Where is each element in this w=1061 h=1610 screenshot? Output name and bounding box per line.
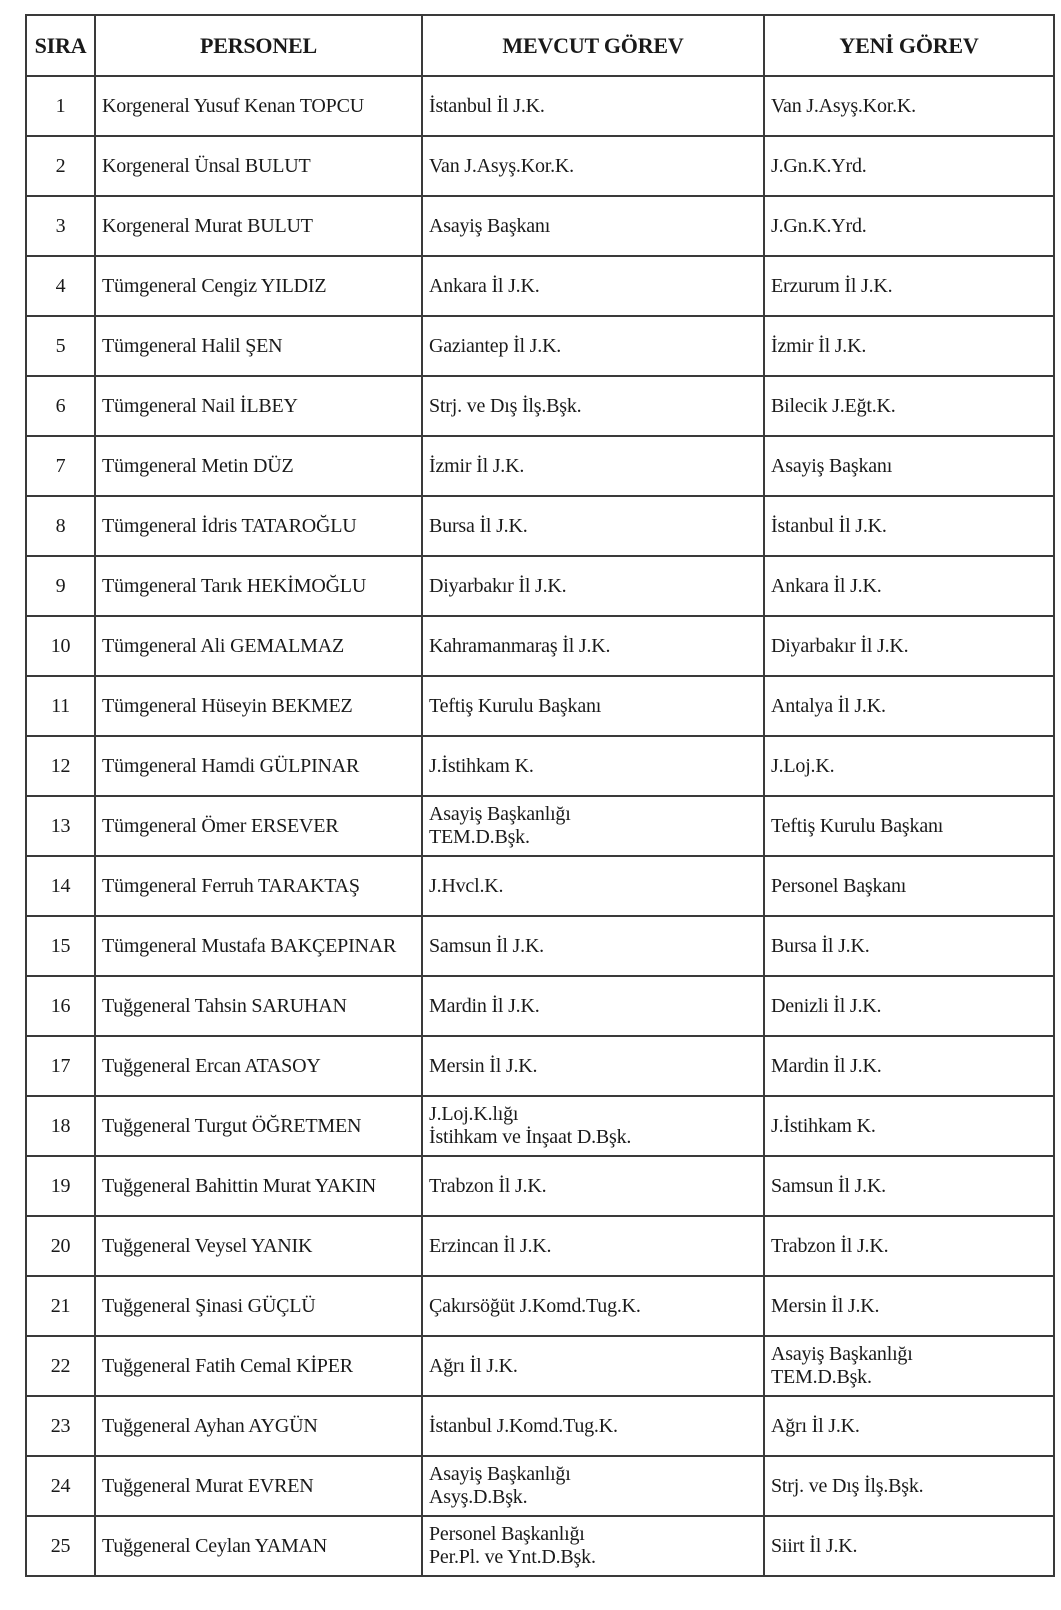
- cell-yeni-gorev: [764, 616, 1054, 676]
- cell-yeni-gorev: [764, 556, 1054, 616]
- yeni-gorev-line: Asayiş Başkanlığı: [771, 1343, 913, 1365]
- mevcut-gorev-line: J.İstihkam K.: [429, 754, 534, 777]
- column-header-personel: PERSONEL: [95, 15, 422, 76]
- cell-sira: 20: [26, 1216, 95, 1276]
- cell-personel: Tümgeneral Ferruh TARAKTAŞ: [95, 856, 422, 916]
- cell-mevcut-gorev: [422, 496, 764, 556]
- mevcut-gorev-line: TEM.D.Bşk.: [429, 826, 530, 848]
- cell-mevcut-gorev: [422, 916, 764, 976]
- table-row: [26, 736, 1054, 796]
- mevcut-gorev-line: Asyş.D.Bşk.: [429, 1486, 528, 1508]
- cell-yeni-gorev: [764, 376, 1054, 436]
- mevcut-gorev-line: Personel Başkanlığı: [429, 1523, 585, 1545]
- table-row: [26, 76, 1054, 136]
- cell-sira: 7: [26, 436, 95, 496]
- cell-mevcut-gorev: [422, 196, 764, 256]
- cell-personel: Tuğgeneral Ceylan YAMAN: [95, 1516, 422, 1576]
- cell-sira: 8: [26, 496, 95, 556]
- table-row: [26, 436, 1054, 496]
- table-row: [26, 1156, 1054, 1216]
- cell-yeni-gorev: [764, 1456, 1054, 1516]
- cell-mevcut-gorev: [422, 1216, 764, 1276]
- yeni-gorev-line: Samsun İl J.K.: [771, 1174, 886, 1197]
- cell-personel: Korgeneral Ünsal BULUT: [95, 136, 422, 196]
- cell-mevcut-gorev: [422, 136, 764, 196]
- cell-mevcut-gorev: [422, 1156, 764, 1216]
- table-row: [26, 1036, 1054, 1096]
- cell-yeni-gorev: [764, 256, 1054, 316]
- cell-personel: Korgeneral Murat BULUT: [95, 196, 422, 256]
- cell-personel: Tümgeneral Metin DÜZ: [95, 436, 422, 496]
- cell-mevcut-gorev: [422, 676, 764, 736]
- mevcut-gorev-line: Bursa İl J.K.: [429, 514, 528, 537]
- table-row: [26, 136, 1054, 196]
- yeni-gorev-line: Diyarbakır İl J.K.: [771, 634, 909, 657]
- cell-mevcut-gorev: [422, 1336, 764, 1396]
- cell-sira: 2: [26, 136, 95, 196]
- yeni-gorev-line: Ağrı İl J.K.: [771, 1414, 860, 1437]
- mevcut-gorev-line: İzmir İl J.K.: [429, 454, 525, 477]
- cell-personel: Tümgeneral Cengiz YILDIZ: [95, 256, 422, 316]
- yeni-gorev-line: Asayiş Başkanı: [771, 454, 893, 477]
- table-row: [26, 556, 1054, 616]
- yeni-gorev-line: Ankara İl J.K.: [771, 574, 882, 597]
- yeni-gorev-line: İstanbul İl J.K.: [771, 514, 887, 537]
- mevcut-gorev-line: Van J.Asyş.Kor.K.: [429, 154, 574, 177]
- cell-mevcut-gorev: [422, 1396, 764, 1456]
- cell-yeni-gorev: [764, 1036, 1054, 1096]
- mevcut-gorev-line: J.Hvcl.K.: [429, 874, 504, 897]
- cell-yeni-gorev: [764, 196, 1054, 256]
- mevcut-gorev-line: Kahramanmaraş İl J.K.: [429, 634, 611, 657]
- table-body: [26, 76, 1054, 1576]
- cell-mevcut-gorev: [422, 256, 764, 316]
- mevcut-gorev-line: Asayiş Başkanlığı: [429, 1463, 571, 1485]
- mevcut-gorev-line: Per.Pl. ve Ynt.D.Bşk.: [429, 1546, 596, 1568]
- yeni-gorev-line: J.Gn.K.Yrd.: [771, 154, 867, 177]
- cell-sira: 23: [26, 1396, 95, 1456]
- cell-sira: 25: [26, 1516, 95, 1576]
- cell-personel: Tuğgeneral Şinasi GÜÇLÜ: [95, 1276, 422, 1336]
- table-row: [26, 856, 1054, 916]
- yeni-gorev-line: Personel Başkanı: [771, 874, 907, 897]
- table-row: [26, 196, 1054, 256]
- mevcut-gorev-line: J.Loj.K.lığı: [429, 1103, 519, 1125]
- cell-mevcut-gorev: [422, 316, 764, 376]
- cell-sira: 24: [26, 1456, 95, 1516]
- document-page: [25, 14, 1053, 1577]
- yeni-gorev-line: Trabzon İl J.K.: [771, 1234, 889, 1257]
- table-row: [26, 1096, 1054, 1156]
- cell-mevcut-gorev: [422, 976, 764, 1036]
- cell-mevcut-gorev: [422, 1516, 764, 1576]
- cell-yeni-gorev: [764, 136, 1054, 196]
- cell-sira: 22: [26, 1336, 95, 1396]
- mevcut-gorev-line: Ankara İl J.K.: [429, 274, 540, 297]
- yeni-gorev-line: Erzurum İl J.K.: [771, 274, 893, 297]
- cell-sira: 14: [26, 856, 95, 916]
- yeni-gorev-line: Bilecik J.Eğt.K.: [771, 394, 896, 417]
- table-row: [26, 616, 1054, 676]
- yeni-gorev-line: J.Gn.K.Yrd.: [771, 214, 867, 237]
- table-row: [26, 496, 1054, 556]
- yeni-gorev-line: Bursa İl J.K.: [771, 934, 870, 957]
- cell-yeni-gorev: [764, 856, 1054, 916]
- table-header: [26, 15, 1054, 76]
- cell-sira: 3: [26, 196, 95, 256]
- mevcut-gorev-line: Strj. ve Dış İlş.Bşk.: [429, 394, 582, 417]
- cell-personel: Tümgeneral Ömer ERSEVER: [95, 796, 422, 856]
- table-row: [26, 1456, 1054, 1516]
- yeni-gorev-line: Teftiş Kurulu Başkanı: [771, 814, 944, 837]
- mevcut-gorev-line: Diyarbakır İl J.K.: [429, 574, 567, 597]
- cell-yeni-gorev: [764, 1276, 1054, 1336]
- cell-sira: 19: [26, 1156, 95, 1216]
- cell-personel: Tuğgeneral Veysel YANIK: [95, 1216, 422, 1276]
- cell-personel: Tuğgeneral Ercan ATASOY: [95, 1036, 422, 1096]
- cell-mevcut-gorev: [422, 376, 764, 436]
- cell-yeni-gorev: [764, 1096, 1054, 1156]
- cell-sira: 6: [26, 376, 95, 436]
- mevcut-gorev-line: Erzincan İl J.K.: [429, 1234, 552, 1257]
- cell-mevcut-gorev: [422, 796, 764, 856]
- cell-personel: Tuğgeneral Turgut ÖĞRETMEN: [95, 1096, 422, 1156]
- cell-yeni-gorev: [764, 1516, 1054, 1576]
- table-row: [26, 1216, 1054, 1276]
- cell-yeni-gorev: [764, 796, 1054, 856]
- cell-personel: Tuğgeneral Fatih Cemal KİPER: [95, 1336, 422, 1396]
- mevcut-gorev-line: İstanbul J.Komd.Tug.K.: [429, 1414, 618, 1437]
- cell-mevcut-gorev: [422, 1456, 764, 1516]
- cell-personel: Tuğgeneral Murat EVREN: [95, 1456, 422, 1516]
- yeni-gorev-line: İzmir İl J.K.: [771, 334, 867, 357]
- cell-mevcut-gorev: [422, 556, 764, 616]
- cell-sira: 4: [26, 256, 95, 316]
- mevcut-gorev-line: Samsun İl J.K.: [429, 934, 544, 957]
- mevcut-gorev-line: Çakırsöğüt J.Komd.Tug.K.: [429, 1294, 641, 1317]
- table-row: [26, 976, 1054, 1036]
- mevcut-gorev-line: Mersin İl J.K.: [429, 1054, 538, 1077]
- header-row: [26, 15, 1054, 76]
- cell-mevcut-gorev: [422, 1036, 764, 1096]
- column-header-mevcut-gorev: MEVCUT GÖREV: [422, 15, 764, 76]
- cell-mevcut-gorev: [422, 736, 764, 796]
- mevcut-gorev-line: Trabzon İl J.K.: [429, 1174, 547, 1197]
- cell-yeni-gorev: [764, 1216, 1054, 1276]
- cell-personel: Tümgeneral Halil ŞEN: [95, 316, 422, 376]
- cell-yeni-gorev: [764, 1396, 1054, 1456]
- table-row: [26, 796, 1054, 856]
- yeni-gorev-line: Denizli İl J.K.: [771, 994, 882, 1017]
- cell-mevcut-gorev: [422, 1096, 764, 1156]
- cell-yeni-gorev: [764, 736, 1054, 796]
- mevcut-gorev-line: İstihkam ve İnşaat D.Bşk.: [429, 1126, 632, 1148]
- cell-sira: 1: [26, 76, 95, 136]
- cell-sira: 18: [26, 1096, 95, 1156]
- mevcut-gorev-line: Mardin İl J.K.: [429, 994, 540, 1017]
- cell-mevcut-gorev: [422, 1276, 764, 1336]
- cell-personel: Tuğgeneral Ayhan AYGÜN: [95, 1396, 422, 1456]
- cell-sira: 16: [26, 976, 95, 1036]
- cell-personel: Korgeneral Yusuf Kenan TOPCU: [95, 76, 422, 136]
- cell-yeni-gorev: [764, 1156, 1054, 1216]
- cell-mevcut-gorev: [422, 436, 764, 496]
- cell-personel: Tümgeneral Hüseyin BEKMEZ: [95, 676, 422, 736]
- mevcut-gorev-line: Teftiş Kurulu Başkanı: [429, 694, 602, 717]
- table-row: [26, 316, 1054, 376]
- column-header-yeni-gorev: YENİ GÖREV: [764, 15, 1054, 76]
- mevcut-gorev-line: Asayiş Başkanlığı: [429, 803, 571, 825]
- yeni-gorev-line: J.Loj.K.: [771, 754, 835, 777]
- table-row: [26, 676, 1054, 736]
- cell-yeni-gorev: [764, 496, 1054, 556]
- cell-yeni-gorev: [764, 1336, 1054, 1396]
- cell-sira: 15: [26, 916, 95, 976]
- yeni-gorev-line: Van J.Asyş.Kor.K.: [771, 94, 916, 117]
- cell-personel: Tümgeneral Tarık HEKİMOĞLU: [95, 556, 422, 616]
- table-row: [26, 376, 1054, 436]
- assignment-table: [25, 14, 1055, 1577]
- yeni-gorev-line: TEM.D.Bşk.: [771, 1366, 872, 1388]
- cell-sira: 11: [26, 676, 95, 736]
- cell-mevcut-gorev: [422, 616, 764, 676]
- mevcut-gorev-line: İstanbul İl J.K.: [429, 94, 545, 117]
- cell-yeni-gorev: [764, 436, 1054, 496]
- table-row: [26, 1396, 1054, 1456]
- cell-sira: 12: [26, 736, 95, 796]
- cell-sira: 9: [26, 556, 95, 616]
- cell-personel: Tümgeneral Hamdi GÜLPINAR: [95, 736, 422, 796]
- cell-mevcut-gorev: [422, 76, 764, 136]
- cell-yeni-gorev: [764, 676, 1054, 736]
- cell-yeni-gorev: [764, 916, 1054, 976]
- cell-personel: Tümgeneral İdris TATAROĞLU: [95, 496, 422, 556]
- yeni-gorev-line: Mardin İl J.K.: [771, 1054, 882, 1077]
- cell-personel: Tümgeneral Mustafa BAKÇEPINAR: [95, 916, 422, 976]
- cell-sira: 21: [26, 1276, 95, 1336]
- cell-yeni-gorev: [764, 76, 1054, 136]
- table-row: [26, 256, 1054, 316]
- cell-mevcut-gorev: [422, 856, 764, 916]
- mevcut-gorev-line: Gaziantep İl J.K.: [429, 334, 562, 357]
- column-header-sira: SIRA: [26, 15, 95, 76]
- yeni-gorev-line: Siirt İl J.K.: [771, 1534, 858, 1557]
- mevcut-gorev-line: Ağrı İl J.K.: [429, 1354, 518, 1377]
- table-row: [26, 1516, 1054, 1576]
- table-row: [26, 916, 1054, 976]
- cell-sira: 17: [26, 1036, 95, 1096]
- mevcut-gorev-line: Asayiş Başkanı: [429, 214, 551, 237]
- table-row: [26, 1336, 1054, 1396]
- cell-personel: Tümgeneral Ali GEMALMAZ: [95, 616, 422, 676]
- cell-yeni-gorev: [764, 976, 1054, 1036]
- cell-sira: 10: [26, 616, 95, 676]
- table-row: [26, 1276, 1054, 1336]
- yeni-gorev-line: Strj. ve Dış İlş.Bşk.: [771, 1474, 924, 1497]
- yeni-gorev-line: J.İstihkam K.: [771, 1114, 876, 1137]
- cell-personel: Tuğgeneral Bahittin Murat YAKIN: [95, 1156, 422, 1216]
- cell-yeni-gorev: [764, 316, 1054, 376]
- yeni-gorev-line: Mersin İl J.K.: [771, 1294, 880, 1317]
- cell-sira: 5: [26, 316, 95, 376]
- yeni-gorev-line: Antalya İl J.K.: [771, 694, 886, 717]
- cell-personel: Tuğgeneral Tahsin SARUHAN: [95, 976, 422, 1036]
- cell-personel: Tümgeneral Nail İLBEY: [95, 376, 422, 436]
- cell-sira: 13: [26, 796, 95, 856]
